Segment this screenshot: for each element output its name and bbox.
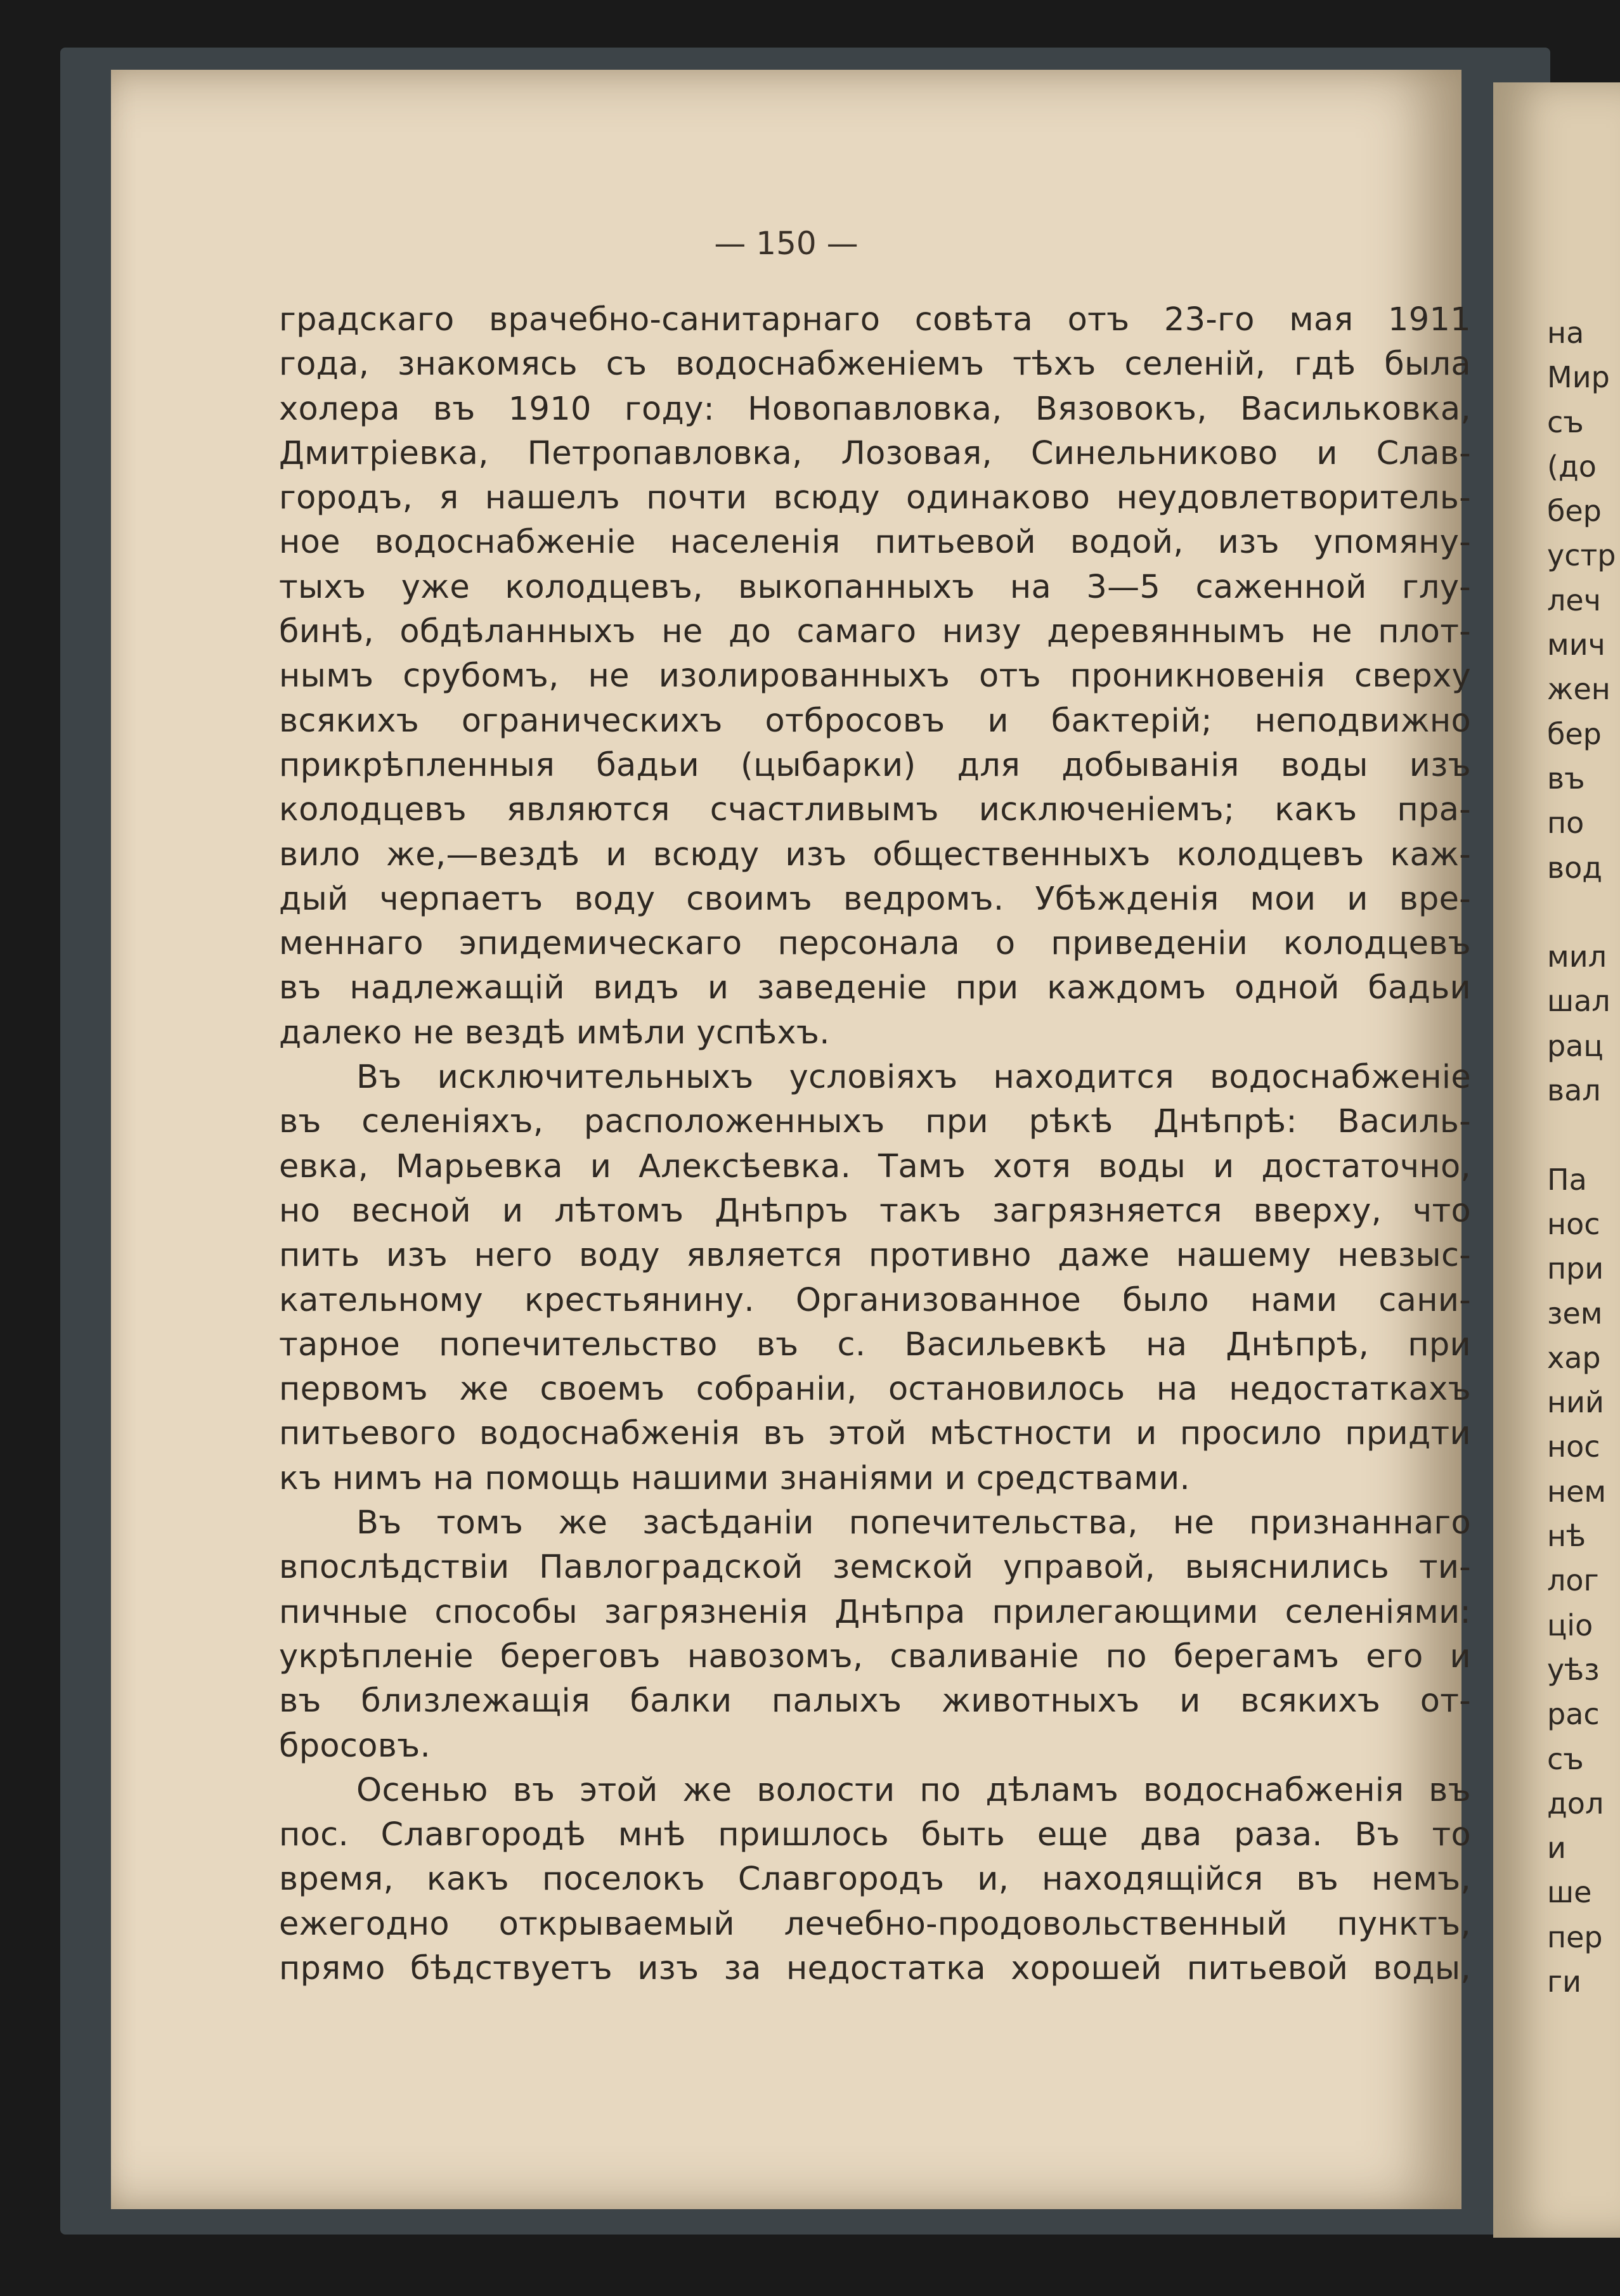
right-page-fragment: шал — [1547, 984, 1610, 1019]
right-page-fragment: цiо — [1547, 1608, 1593, 1642]
right-page-fragment: хар — [1547, 1340, 1601, 1375]
text-line: впослѣдствiи Павлоградской земской управой, выяснились ти- — [279, 1549, 1471, 1587]
text-line: время, какъ поселокъ Славгородъ и, находящiйся въ немъ, — [279, 1861, 1471, 1899]
text-line: всякихъ ограническихъ отбросовъ и бактерiй; неподвижно — [279, 702, 1471, 740]
right-page-fragment: уѣз — [1547, 1652, 1600, 1687]
text-line: прямо бѣдствуетъ изъ за недостатка хорошей питьевой воды, — [279, 1949, 1471, 1987]
text-line: колодцевъ являются счастливымъ исключенiемъ; какъ пра- — [279, 791, 1471, 829]
right-page-fragment: вод — [1547, 850, 1603, 885]
text-line: холера въ 1910 году: Новопавловка, Вязовокъ, Васильковка, — [279, 390, 1471, 428]
right-page-fragment: Па — [1547, 1162, 1587, 1197]
right-page-fragment: мил — [1547, 939, 1607, 974]
text-line: далеко не вездѣ имѣли успѣхъ. — [279, 1014, 830, 1052]
right-page-fragment: дол — [1547, 1786, 1604, 1821]
right-page-fragment — [1547, 1113, 1616, 1157]
right-page-fragment: устр — [1547, 538, 1616, 573]
right-page-fragment: зем — [1547, 1296, 1603, 1331]
right-page-fragment: пер — [1547, 1919, 1603, 1954]
text-line: тарное попечительство въ с. Васильевкѣ на Днѣпрѣ, при — [279, 1325, 1471, 1364]
right-page-fragment: ги — [1547, 1964, 1582, 1999]
text-line: Осенью въ этой же волости по дѣламъ водоснабженiя въ — [356, 1771, 1471, 1809]
right-page-fragment: нѣ — [1547, 1519, 1586, 1554]
text-line: пос. Славгородѣ мнѣ пришлось быть еще два раза. Въ то — [279, 1816, 1471, 1854]
right-page-fragment: Мир — [1547, 360, 1610, 395]
right-page-fragment: съ — [1547, 404, 1584, 439]
text-line: прикрѣпленныя бадьи (цыбарки) для добыванiя воды изъ — [279, 746, 1471, 784]
right-page-fragment: мич — [1547, 628, 1605, 662]
text-line: Въ исключительныхъ условiяхъ находится водоснабженiе — [356, 1059, 1471, 1097]
text-line: Дмитрiевка, Петропавловка, Лозовая, Синельниково и Слав- — [279, 434, 1471, 472]
text-line: первомъ же своемъ собранiи, остановилось на недостаткахъ — [279, 1371, 1471, 1409]
page-number: — 150 — — [714, 225, 859, 262]
text-line: къ нимъ на помощь нашими знанiями и средствами. — [279, 1459, 1190, 1497]
right-page-fragment: ний — [1547, 1385, 1604, 1420]
right-page-fragment: бер — [1547, 494, 1602, 529]
right-page-fragment: вал — [1547, 1073, 1601, 1108]
right-page-fragment: бер — [1547, 716, 1602, 751]
text-line: Въ томъ же засѣданiи попечительства, не признаннаго — [356, 1504, 1471, 1542]
text-line: укрѣпленiе береговъ навозомъ, сваливанiе по берегамъ его и — [279, 1637, 1471, 1675]
text-line: кательному крестьянину. Организованное было нами сани- — [279, 1281, 1471, 1319]
text-line: тыхъ уже колодцевъ, выкопанныхъ на 3—5 саженной глу- — [279, 568, 1471, 606]
text-line: ное водоснабженiе населенiя питьевой водой, изъ упомяну- — [279, 524, 1471, 562]
right-page-fragment: при — [1547, 1251, 1604, 1286]
right-page-fragment: лог — [1547, 1563, 1599, 1598]
body-text — [279, 298, 1471, 1991]
text-line: вило же,—вездѣ и всюду изъ общественныхъ колодцевъ каж- — [279, 835, 1471, 874]
text-line: пить изъ него воду является противно даже нашему невзыс- — [279, 1237, 1471, 1275]
text-line: но весной и лѣтомъ Днѣпръ такъ загрязняется вверху, что — [279, 1192, 1471, 1230]
right-page-fragment: нем — [1547, 1474, 1607, 1509]
right-page-text-fragments — [1547, 311, 1616, 2004]
text-line: питьевого водоснабженiя въ этой мѣстности и просило придти — [279, 1415, 1471, 1453]
text-line: въ селенiяхъ, расположенныхъ при рѣкѣ Днѣпрѣ: Василь- — [279, 1103, 1471, 1141]
right-page-fragment: леч — [1547, 583, 1601, 617]
right-page-fragment: нос — [1547, 1206, 1600, 1241]
text-line: года, знакомясь съ водоснабженiемъ тѣхъ селенiй, гдѣ была — [279, 345, 1471, 384]
right-page-fragment: рац — [1547, 1028, 1604, 1063]
text-line: бросовъ. — [279, 1727, 431, 1765]
right-page-fragment: съ — [1547, 1741, 1584, 1776]
text-line: въ близлежащiя балки палыхъ животныхъ и всякихъ от- — [279, 1682, 1471, 1720]
right-page-fragment — [1547, 890, 1616, 934]
right-page-fragment: въ — [1547, 761, 1585, 796]
text-line: ежегодно открываемый лечебно-продовольственный пунктъ, — [279, 1905, 1471, 1943]
text-line: пичные способы загрязненiя Днѣпра прилегающими селенiями: — [279, 1593, 1471, 1631]
right-page-fragment: рас — [1547, 1697, 1600, 1732]
text-line: городъ, я нашелъ почти всюду одинаково неудовлетворитель- — [279, 479, 1471, 517]
text-line: въ надлежащiй видъ и заведенiе при каждомъ одной бадьи — [279, 969, 1471, 1007]
right-page-fragment: по — [1547, 806, 1584, 841]
right-page-fragment: нос — [1547, 1429, 1600, 1464]
right-page-fragment: на — [1547, 316, 1584, 350]
right-page-fragment: ше — [1547, 1875, 1592, 1910]
right-page-fragment: жен — [1547, 672, 1610, 707]
right-page-fragment: (до — [1547, 449, 1597, 484]
text-line: дый черпаетъ воду своимъ ведромъ. Убѣжденiя мои и вре- — [279, 880, 1471, 918]
text-line: меннаго эпидемическаго персонала о приведенiи колодцевъ — [279, 925, 1471, 963]
text-line: бинѣ, обдѣланныхъ не до самаго низу деревяннымъ не плот- — [279, 613, 1471, 651]
text-line: нымъ срубомъ, не изолированныхъ отъ проникновенiя сверху — [279, 657, 1471, 695]
right-page-fragment: и — [1547, 1831, 1566, 1866]
text-line: евка, Марьевка и Алексѣевка. Тамъ хотя воды и достаточно, — [279, 1147, 1471, 1185]
text-line: градскаго врачебно-санитарнаго совѣта отъ 23-го мая 1911 — [279, 301, 1471, 339]
